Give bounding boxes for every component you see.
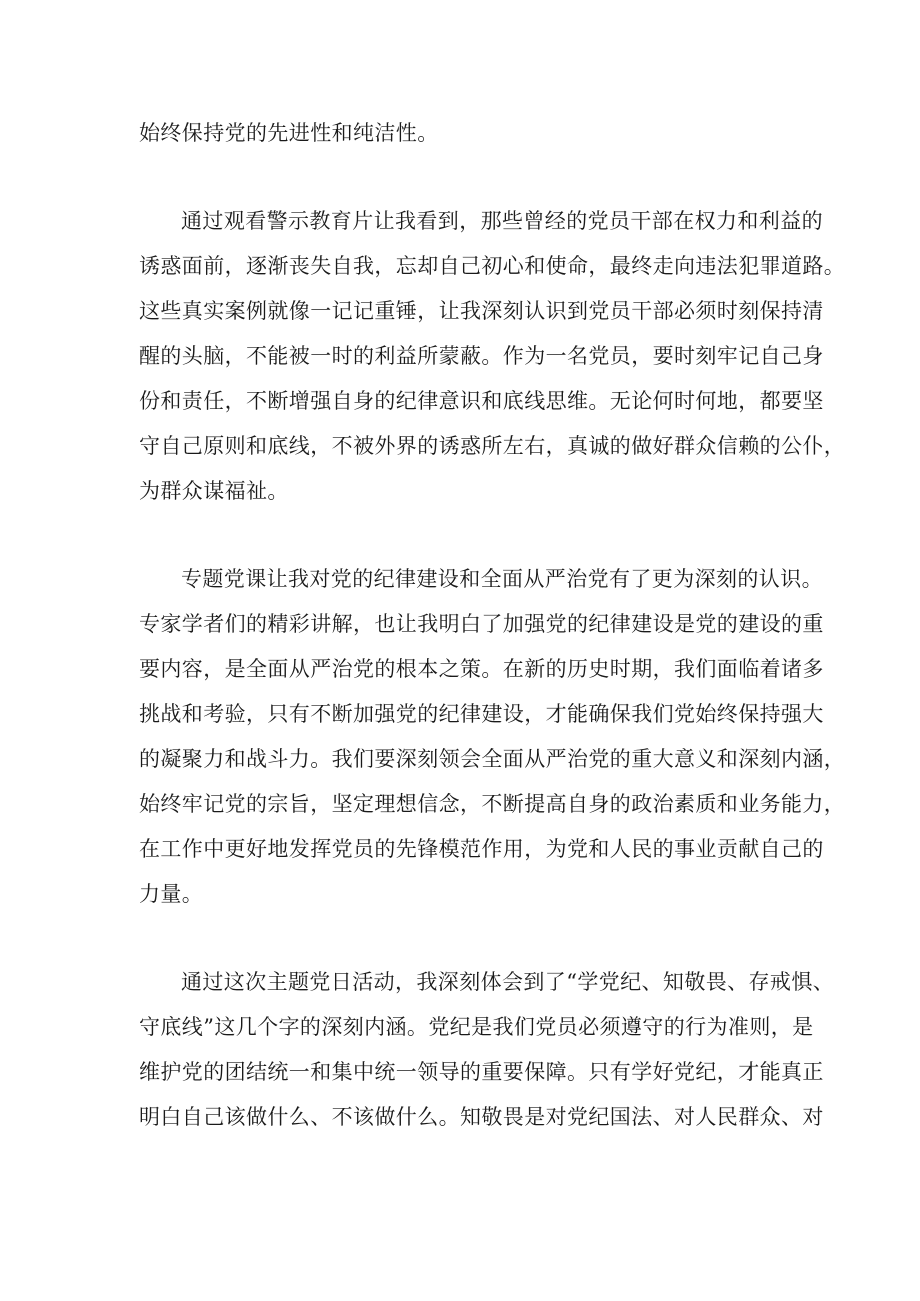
text-line: 明白自己该做什么、不该做什么。知敬畏是对党纪国法、对人民群众、对 <box>139 1105 824 1129</box>
text-line: 维护党的团结统一和集中统一领导的重要保障。只有学好党纪，才能真正 <box>139 1060 824 1084</box>
text-line: 守自己原则和底线，不被外界的诱惑所左右，真诚的做好群众信赖的公仆， <box>139 434 846 458</box>
text-line: 诱惑面前，逐渐丧失自我，忘却自己初心和使命，最终走向违法犯罪道路。 <box>139 254 846 278</box>
text-line: 力量。 <box>139 882 204 906</box>
text-line: 始终保持党的先进性和纯洁性。 <box>139 121 439 145</box>
text-line: 在工作中更好地发挥党员的先锋模范作用，为党和人民的事业贡献自己的 <box>139 837 824 861</box>
text-line: 专题党课让我对党的纪律建设和全面从严治党有了更为深刻的认识。 <box>181 567 823 591</box>
text-line: 通过这次主题党日活动，我深刻体会到了“学党纪、知敬畏、存戒惧、 <box>181 970 835 994</box>
text-line: 挑战和考验，只有不断加强党的纪律建设，才能确保我们党始终保持强大 <box>139 702 824 726</box>
text-line: 专家学者们的精彩讲解，也让我明白了加强党的纪律建设是党的建设的重 <box>139 612 824 636</box>
text-line: 醒的头脑，不能被一时的利益所蒙蔽。作为一名党员，要时刻牢记自己身 <box>139 344 824 368</box>
text-line: 守底线”这几个字的深刻内涵。党纪是我们党员必须遵守的行为准则，是 <box>139 1015 814 1039</box>
text-line: 这些真实案例就像一记记重锤，让我深刻认识到党员干部必须时刻保持清 <box>139 299 824 323</box>
text-line: 为群众谋福祉。 <box>139 479 289 503</box>
text-line: 份和责任，不断增强自身的纪律意识和底线思维。无论何时何地，都要坚 <box>139 389 824 413</box>
text-line: 的凝聚力和战斗力。我们要深刻领会全面从严治党的重大意义和深刻内涵， <box>139 747 846 771</box>
text-line: 要内容，是全面从严治党的根本之策。在新的历史时期，我们面临着诸多 <box>139 657 824 681</box>
text-line: 始终牢记党的宗旨，坚定理想信念，不断提高自身的政治素质和业务能力， <box>139 792 846 816</box>
text-line: 通过观看警示教育片让我看到，那些曾经的党员干部在权力和利益的 <box>181 209 823 233</box>
